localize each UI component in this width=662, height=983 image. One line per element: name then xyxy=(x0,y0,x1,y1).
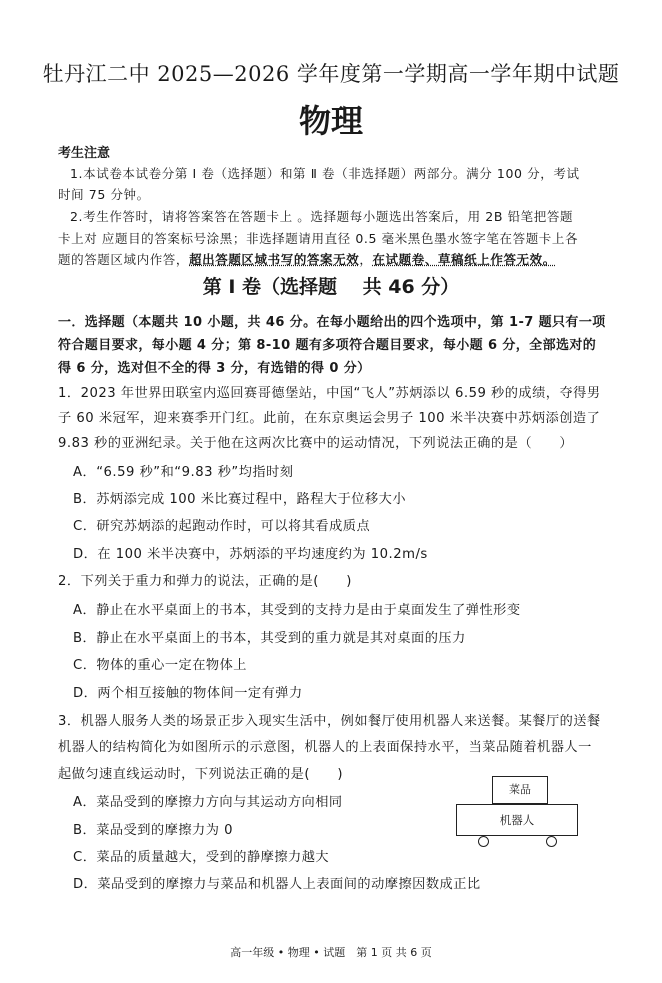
notice-line: 卡上对 应题目的答案标号涂黑；非选择题请用直径 0.5 毫米黑色墨水签字笔在答题卡上各 xyxy=(58,231,579,246)
question-3-text: 机器人的结构简化为如图所示的示意图，机器人的上表面保持水平，当菜品随着机器人一 xyxy=(58,740,592,755)
question-2-option-d: D．两个相互接触的物体间一定有弹力 xyxy=(73,686,303,701)
notice-text: 题的答题区域内作答， xyxy=(58,252,190,267)
robot-wheel-left xyxy=(478,836,489,847)
dish-box: 菜品 xyxy=(492,776,548,804)
question-3-text: 起做匀速直线运动时，下列说法正确的是( ) xyxy=(58,767,344,782)
question-1-text: 1．2023 年世界田联室内巡回赛哥德堡站，中国“飞人”苏炳添以 6.59 秒的成绩，夺得男 xyxy=(58,386,601,401)
page-footer: 高一年级 • 物理 • 试题 第 1 页 共 6 页 xyxy=(230,946,432,959)
section-intro: 一．选择题（本题共 10 小题，共 46 分。在每小题给出的四个选项中，第 1-7 题只有一项 xyxy=(58,315,606,330)
subject-title: 物理 xyxy=(298,102,363,140)
notice-line: 2.考生作答时，请将答案答在答题卡上 。选择题每小题选出答案后，用 2B 铅笔把答题 xyxy=(70,209,574,224)
notice-emphasis: 在试题卷、草稿纸上作答无效。 xyxy=(372,252,556,267)
question-3-option-a: A．菜品受到的摩擦力方向与其运动方向相同 xyxy=(73,795,343,810)
exam-title: 牡丹江二中 2025—2026 学年度第一学期高一学年期中试题 xyxy=(42,62,620,86)
notice-text: ， xyxy=(359,252,373,267)
robot-diagram xyxy=(450,776,590,852)
notice-line: 1.本试卷本试卷分第 Ⅰ 卷（选择题）和第 Ⅱ 卷（非选择题）两部分。满分 100 分，考试 xyxy=(70,166,580,181)
question-1-option-c: C．研究苏炳添的起跑动作时，可以将其看成质点 xyxy=(73,519,371,534)
question-1-text: 9.83 秒的亚洲纪录。关于他在这两次比赛中的运动情况，下列说法正确的是（ ） xyxy=(58,436,574,451)
notice-line: 时间 75 分钟。 xyxy=(58,187,150,202)
question-3-option-c: C．菜品的质量越大，受到的静摩擦力越大 xyxy=(73,850,330,865)
question-1-option-d: D．在 100 米半决赛中，苏炳添的平均速度约为 10.2m/s xyxy=(73,547,428,562)
question-1-option-a: A．“6.59 秒”和“9.83 秒”均指时刻 xyxy=(73,465,294,480)
question-3-option-d: D．菜品受到的摩擦力与菜品和机器人上表面间的动摩擦因数成正比 xyxy=(73,877,481,892)
question-3-option-b: B．菜品受到的摩擦力为 0 xyxy=(73,823,234,838)
robot-wheel-right xyxy=(546,836,557,847)
question-2-option-c: C．物体的重心一定在物体上 xyxy=(73,658,247,673)
section-intro: 符合题目要求，每小题 4 分；第 8-10 题有多项符合题目要求，每小题 6 分，全部选对的 xyxy=(58,338,597,353)
robot-body: 机器人 xyxy=(456,804,578,836)
notice-title: 考生注意 xyxy=(58,146,111,161)
question-3-text: 3．机器人服务人类的场景正步入现实生活中，例如餐厅使用机器人来送餐。某餐厅的送餐 xyxy=(58,714,601,729)
section-heading: 第 Ⅰ 卷（选择题 共 46 分） xyxy=(202,276,460,298)
question-1-option-b: B．苏炳添完成 100 米比赛过程中，路程大于位移大小 xyxy=(73,492,407,507)
notice-emphasis: 超出答题区域书写的答案无效 xyxy=(189,252,360,267)
question-2-option-a: A．静止在水平桌面上的书本，其受到的支持力是由于桌面发生了弹性形变 xyxy=(73,603,521,618)
notice-line xyxy=(58,250,556,268)
question-1-text: 子 60 米冠军，迎来赛季开门红。此前，在东京奥运会男子 100 米半决赛中苏炳添创造了 xyxy=(58,411,601,426)
question-2-option-b: B．静止在水平桌面上的书本，其受到的重力就是其对桌面的压力 xyxy=(73,631,466,646)
section-intro: 得 6 分，选对但不全的得 3 分，有选错的得 0 分） xyxy=(58,361,371,376)
question-2-text: 2．下列关于重力和弹力的说法，正确的是( ) xyxy=(58,574,352,589)
